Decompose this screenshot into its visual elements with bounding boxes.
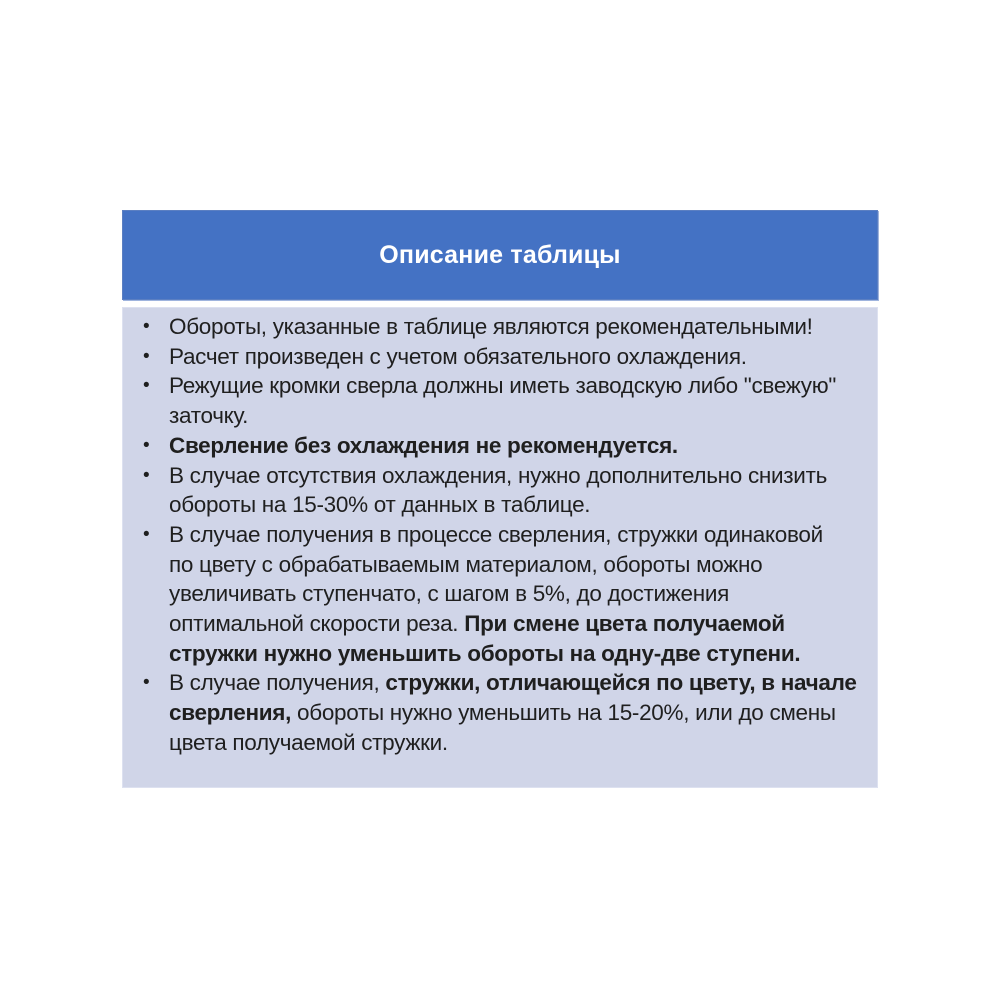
- bullet-icon: •: [143, 375, 150, 397]
- text-line: [169, 431, 863, 461]
- text-segment: цвета получаемой стружки.: [169, 729, 448, 755]
- bullet-icon: •: [143, 523, 150, 545]
- text-segment: по цвету с обрабатываемым материалом, обороты можно: [169, 551, 763, 577]
- card-header: [122, 210, 878, 300]
- card-body: [122, 307, 878, 788]
- bullet-text: [169, 461, 863, 520]
- bold-text-segment: При смене цвета получаемой: [464, 611, 785, 637]
- bullet-icon: •: [143, 672, 150, 694]
- bullet-icon: •: [143, 345, 150, 367]
- bold-text-segment: Сверление без охлаждения не рекомендуется.: [169, 432, 678, 458]
- table-description-card: [122, 210, 878, 788]
- text-line: [169, 461, 863, 491]
- text-line: [169, 401, 863, 431]
- list-item: [141, 461, 863, 520]
- text-line: [169, 639, 863, 669]
- bullet-list: [141, 312, 863, 758]
- list-item: [141, 431, 863, 461]
- text-segment: увеличивать ступенчато, с шагом в 5%, до достижения: [169, 581, 730, 607]
- list-item: [141, 668, 863, 757]
- text-line: [169, 579, 863, 609]
- text-line: [169, 668, 863, 698]
- bullet-icon: •: [143, 434, 150, 456]
- text-segment: Режущие кромки сверла должны иметь заводскую либо "свежую": [169, 373, 837, 399]
- text-line: [169, 728, 863, 758]
- text-segment: Расчет произведен с учетом обязательного охлаждения.: [169, 343, 747, 369]
- bullet-icon: •: [143, 316, 150, 337]
- text-line: [169, 520, 863, 550]
- text-line: [169, 609, 863, 639]
- bold-text-segment: стружки, отличающейся по цвету, в начале: [385, 670, 857, 696]
- bullet-text: [169, 431, 863, 461]
- text-segment: В случае получения,: [169, 670, 386, 696]
- text-segment: В случае получения в процессе сверления, стружки одинаковой: [169, 521, 823, 547]
- list-item: [141, 312, 863, 342]
- text-line: [169, 342, 863, 372]
- text-segment: Обороты, указанные в таблице являются рекомендательными!: [169, 314, 813, 339]
- text-line: [169, 550, 863, 580]
- bullet-text: [169, 668, 863, 757]
- list-item: [141, 371, 863, 430]
- bullet-text: [169, 342, 863, 372]
- bullet-icon: •: [143, 464, 150, 486]
- text-line: [169, 490, 863, 520]
- bold-text-segment: сверления,: [169, 700, 298, 726]
- text-line: [169, 698, 863, 728]
- bold-text-segment: стружки нужно уменьшить обороты на одну-две ступени.: [169, 640, 801, 666]
- text-segment: оптимальной скорости реза.: [169, 611, 465, 637]
- bullet-text: [169, 312, 863, 342]
- text-line: [169, 312, 863, 342]
- text-segment: заточку.: [169, 403, 249, 429]
- text-segment: обороты нужно уменьшить на 15-20%, или до смены: [297, 700, 836, 726]
- bullet-text: [169, 520, 863, 669]
- text-line: [169, 371, 863, 401]
- page-title: Описание таблицы: [379, 240, 621, 269]
- text-segment: обороты на 15-30% от данных в таблице.: [169, 492, 591, 518]
- list-item: [141, 520, 863, 669]
- text-segment: В случае отсутствия охлаждения, нужно дополнительно снизить: [169, 462, 828, 488]
- bullet-text: [169, 371, 863, 430]
- list-item: [141, 342, 863, 372]
